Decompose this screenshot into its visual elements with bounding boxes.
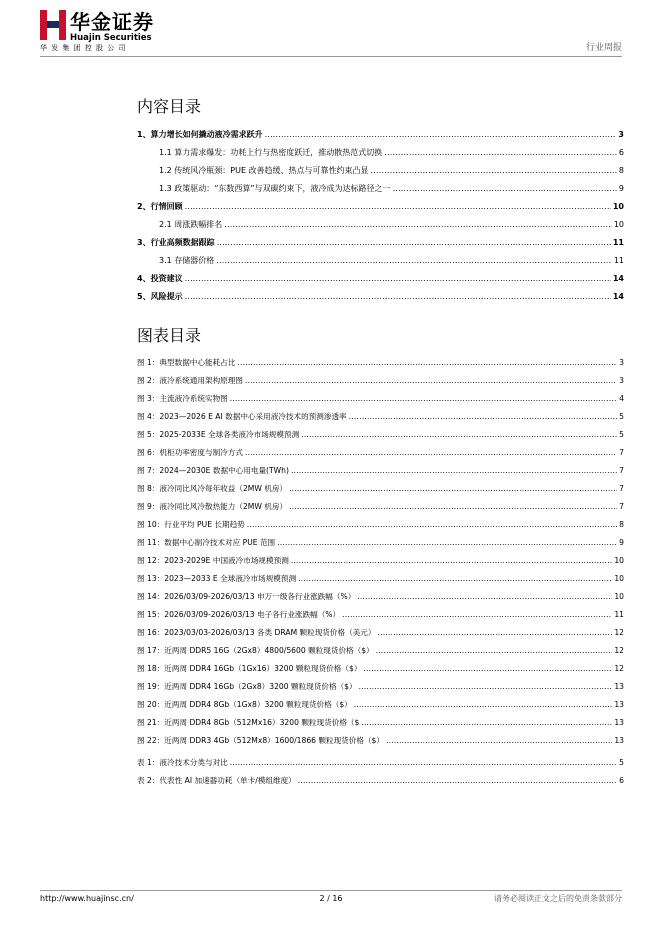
figure-leader (247, 518, 617, 532)
figure-leader (361, 716, 612, 730)
table-leader (298, 774, 617, 788)
figure-leader (289, 482, 617, 496)
toc-item[interactable] (137, 290, 624, 304)
figure-item[interactable] (137, 464, 624, 478)
figure-item-text: 图 19：近两周 DDR4 16Gb（2Gx8）3200 颗粒现货价格（$） (137, 682, 357, 691)
toc-item-text: 2、行情回顾 (137, 202, 183, 211)
toc-leader (217, 236, 611, 250)
figure-item[interactable] (137, 734, 624, 748)
figure-item-page: 7 (619, 484, 624, 493)
figure-item[interactable] (137, 716, 624, 730)
figure-item-page: 12 (614, 664, 624, 673)
toc-item-text: 5、风险提示 (137, 292, 183, 301)
figure-item-page: 13 (614, 700, 624, 709)
table-item[interactable] (137, 756, 624, 770)
logo-subtitle: 华发集团控股公司 (40, 44, 130, 52)
report-type: 行业周报 (585, 43, 622, 53)
header-divider (40, 56, 622, 57)
huajin-logo-icon (40, 10, 66, 40)
figure-item[interactable] (137, 680, 624, 694)
figure-item-page: 3 (619, 358, 624, 367)
page-number: 2 / 16 (319, 894, 343, 903)
figure-item[interactable] (137, 356, 624, 370)
footer-divider (40, 890, 622, 891)
toc-item-page: 14 (612, 274, 624, 283)
figure-item-page: 11 (614, 610, 624, 619)
toc-item[interactable] (137, 182, 624, 196)
figure-item[interactable] (137, 662, 624, 676)
figure-item[interactable] (137, 590, 624, 604)
toc-item[interactable] (137, 128, 624, 142)
page-header (40, 10, 622, 58)
toc-item-page: 10 (612, 202, 624, 211)
figure-leader (298, 572, 612, 586)
figures-title: 图表目录 (137, 326, 202, 345)
figure-item-page: 9 (619, 538, 624, 547)
figure-leader (377, 626, 612, 640)
toc-title: 内容目录 (137, 97, 202, 116)
figure-item[interactable] (137, 500, 624, 514)
figure-leader (291, 464, 617, 478)
figure-item[interactable] (137, 698, 624, 712)
logo-chinese-name: 华金证券 (70, 10, 154, 34)
figure-item[interactable] (137, 446, 624, 460)
figure-item-page: 12 (614, 628, 624, 637)
table-item-text: 表 2：代表性 AI 加速器功耗（单卡/模组维度） (137, 776, 296, 785)
figure-item-page: 3 (619, 376, 624, 385)
figure-item-page: 5 (619, 412, 624, 421)
toc-item-text: 1、算力增长如何撬动液冷需求跃升 (137, 130, 263, 139)
figure-item[interactable] (137, 482, 624, 496)
figure-leader (349, 410, 618, 424)
figure-item-page: 7 (619, 466, 624, 475)
figure-item-text: 图 14：2026/03/09-2026/03/13 申万一级各行业涨跌幅（%） (137, 592, 356, 601)
figure-item[interactable] (137, 392, 624, 406)
figure-leader (277, 536, 617, 550)
toc-item-page: 11 (613, 256, 624, 265)
table-item-page: 5 (619, 758, 624, 767)
figure-item-page: 5 (619, 430, 624, 439)
toc-item-text: 4、投资建议 (137, 274, 183, 283)
figure-leader (237, 356, 617, 370)
figure-leader (289, 500, 617, 514)
figure-item-page: 12 (614, 646, 624, 655)
figure-item-page: 7 (619, 448, 624, 457)
toc-leader (384, 146, 617, 160)
figure-item-text: 图 8：液冷同比风冷每年收益（2MW 机房） (137, 484, 288, 493)
figure-item[interactable] (137, 374, 624, 388)
figure-leader (357, 590, 612, 604)
toc-leader (185, 272, 611, 286)
figure-item-text: 图 16：2023/03/03-2026/03/13 各类 DRAM 颗粒现货价格（美元） (137, 628, 376, 637)
toc-leader (224, 218, 612, 232)
figure-item-page: 10 (614, 592, 624, 601)
figure-item-text: 图 7：2024—2030E 数据中心用电量(TWh) (137, 466, 289, 475)
figure-item[interactable] (137, 410, 624, 424)
figure-leader (230, 392, 617, 406)
toc-leader (393, 182, 617, 196)
toc-item[interactable] (137, 146, 624, 160)
figure-item-text: 图 5：2025-2033E 全球各类液冷市场规模预测 (137, 430, 300, 439)
toc-item-text: 1.2 传统风冷瓶颈：PUE 改善趋缓、热点与可靠性约束凸显 (159, 166, 369, 175)
toc-item[interactable] (137, 254, 624, 268)
figure-item-page: 13 (614, 718, 624, 727)
disclaimer-note: 请务必阅读正文之后的免责条款部分 (494, 894, 622, 903)
toc-leader (371, 164, 617, 178)
toc-item-text: 3、行业高频数据跟踪 (137, 238, 215, 247)
toc-item-page: 11 (612, 238, 624, 247)
figure-item-text: 图 2：液冷系统通用架构原理图 (137, 376, 243, 385)
figure-leader (342, 608, 612, 622)
figure-leader (245, 374, 617, 388)
figure-item-page: 10 (614, 574, 624, 583)
figure-item[interactable] (137, 644, 624, 658)
toc-item-page: 14 (612, 292, 624, 301)
table-item-page: 6 (619, 776, 624, 785)
figure-item-text: 图 13：2023—2033 E 全球液冷市场规模预测 (137, 574, 297, 583)
figure-item-text: 图 3：主流液冷系统实物图 (137, 394, 228, 403)
toc-leader (216, 254, 612, 268)
figure-leader (245, 446, 617, 460)
toc-item-page: 10 (613, 220, 624, 229)
toc-item-text: 3.1 存储器价格 (159, 256, 215, 265)
figure-leader (386, 734, 612, 748)
figure-item-text: 图 4：2023—2026 E AI 数据中心采用液冷技术的预测渗透率 (137, 412, 347, 421)
figure-item-text: 图 12：2023-2029E 中国液冷市场规模预测 (137, 556, 289, 565)
figure-item[interactable] (137, 554, 624, 568)
toc-leader (185, 290, 611, 304)
toc-item-page: 8 (618, 166, 624, 175)
figure-leader (354, 698, 613, 712)
figure-item-text: 图 11：数据中心制冷技术对应 PUE 范围 (137, 538, 276, 547)
figure-item-text: 图 22：近两周 DDR3 4Gb（512Mx8）1600/1866 颗粒现货价格（$） (137, 736, 384, 745)
figure-item-text: 图 18：近两周 DDR4 16Gb（1Gx16）3200 颗粒现货价格（$） (137, 664, 362, 673)
toc-item[interactable] (137, 164, 624, 178)
figure-item-page: 13 (614, 682, 624, 691)
figure-item-text: 图 6：机柜功率密度与制冷方式 (137, 448, 243, 457)
figure-item-text: 图 15：2026/03/09-2026/03/13 电子各行业涨跌幅（%） (137, 610, 341, 619)
figure-item-page: 13 (614, 736, 624, 745)
figure-item-page: 8 (619, 520, 624, 529)
toc-item-text: 1.1 算力需求爆发：功耗上行与热密度跃迁，推动散热范式切换 (159, 148, 383, 157)
figure-item[interactable] (137, 626, 624, 640)
table-item-text: 表 1：液冷技术分类与对比 (137, 758, 228, 767)
figure-leader (363, 662, 612, 676)
toc-item-text: 2.1 周涨跌幅排名 (159, 220, 223, 229)
footer-url-link[interactable]: http://www.huajinsc.cn/ (40, 894, 134, 903)
table-item[interactable] (137, 774, 624, 788)
figure-item-text: 图 9：液冷同比风冷散热能力（2MW 机房） (137, 502, 288, 511)
figure-item-text: 图 21：近两周 DDR4 8Gb（512Mx16）3200 颗粒现货价格（$ (137, 718, 360, 727)
figure-item-page: 4 (619, 394, 624, 403)
toc-item[interactable] (137, 236, 624, 250)
figure-leader (376, 644, 613, 658)
figure-item-text: 图 10：行业平均 PUE 长期趋势 (137, 520, 245, 529)
figure-leader (301, 428, 617, 442)
figure-item-text: 图 17：近两周 DDR5 16G（2Gx8）4800/5600 颗粒现货价格（$） (137, 646, 374, 655)
figure-leader (291, 554, 613, 568)
toc-item-page: 9 (618, 184, 624, 193)
figure-item[interactable] (137, 428, 624, 442)
figure-item[interactable] (137, 572, 624, 586)
figure-item-text: 图 1：典型数据中心能耗占比 (137, 358, 236, 367)
toc-item[interactable] (137, 200, 624, 214)
toc-item-page: 6 (618, 148, 624, 157)
figure-item[interactable] (137, 608, 624, 622)
figure-item-page: 10 (614, 556, 624, 565)
toc-item[interactable] (137, 218, 624, 232)
figure-item[interactable] (137, 518, 624, 532)
toc-item[interactable] (137, 272, 624, 286)
figure-item-text: 图 20：近两周 DDR4 8Gb（1Gx8）3200 颗粒现货价格（$） (137, 700, 352, 709)
figure-item[interactable] (137, 536, 624, 550)
table-leader (230, 756, 617, 770)
toc-item-text: 1.3 政策驱动：“东数西算”与双碳约束下，液冷成为达标路径之一 (159, 184, 391, 193)
toc-leader (185, 200, 611, 214)
figure-item-page: 7 (619, 502, 624, 511)
logo-english-name: Huajin Securities (70, 33, 152, 43)
figure-leader (359, 680, 613, 694)
toc-item-page: 3 (618, 130, 624, 139)
toc-leader (265, 128, 617, 142)
